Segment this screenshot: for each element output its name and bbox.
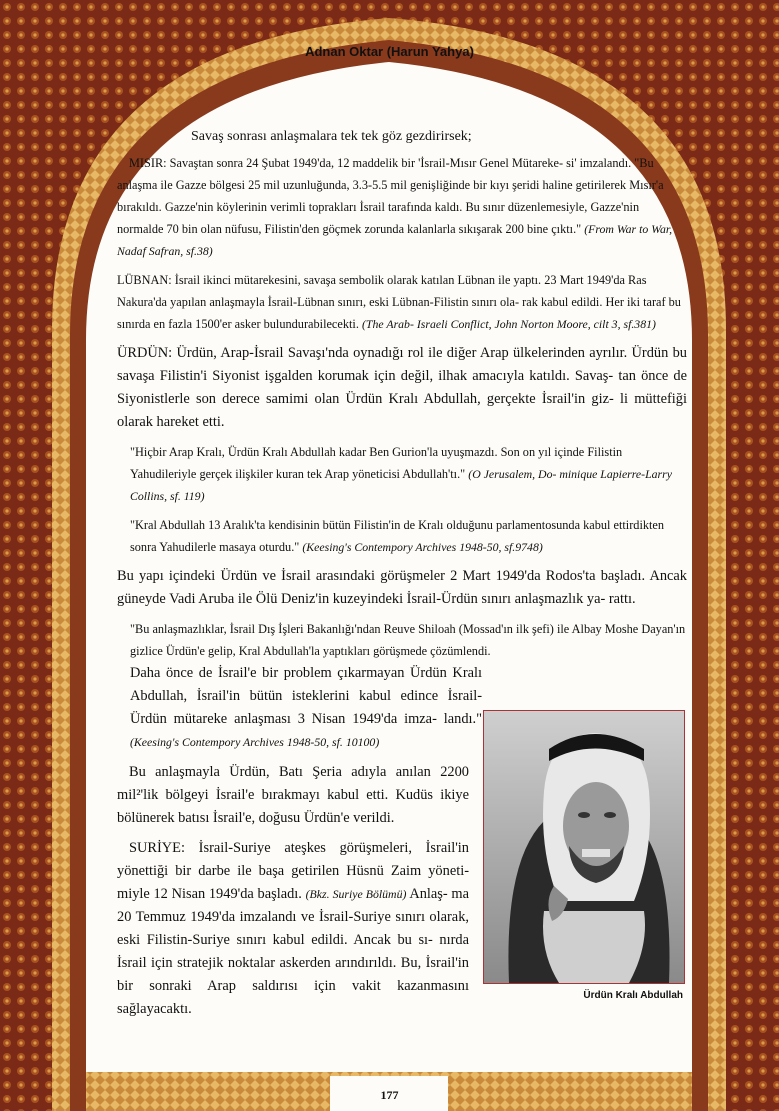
quote2-text: "Kral Abdullah 13 Aralık'ta kendisinin bütün Filistin'in de Kralı olduğunu parlamentosunda kabul ettirdikten sonra Yahudilerle masaya oturdu." <box>130 518 665 554</box>
quote-ben-gurion <box>117 441 687 507</box>
quote3-citation: (Keesing's Contempory Archives 1948-50, sf. 10100) <box>130 735 380 749</box>
running-header: Adnan Oktar (Harun Yahya) <box>305 44 474 59</box>
misir-text: MISIR: Savaştan sonra 24 Şubat 1949'da, 12 maddelik bir 'İsrail-Mısır Genel Mütareke- si' imzalandı. "Bu anlaşma ile Gazze bölgesi 25 mil uzunluğunda, 3.3-5.5 mil genişliğinde bir kıyı şeridi haline getirilerek Mısır'a bırakıldı. Gazze'nin köylerinin verimli toprakları İsrail tarafında kaldı. Bu sınır düzenlemesiyle, Gazze'nin normalde 70 bin olan nüfusu, Filistin'den göçmek zorunda kalanlarla sıkışarak 200 bine çıktı." <box>117 156 664 236</box>
portrait-image <box>484 711 684 983</box>
section-bati-seria: Bu anlaşmayla Ürdün, Batı Şeria adıyla anılan 2200 mil²'lik bölgeyi İsrail'e bırakmayı kabul etti. Kudüs ikiye bölünerek batısı İsrail'e, doğusu Ürdün'e verildi. <box>117 764 469 826</box>
quote-kral-abdullah <box>117 514 687 558</box>
suriye-text-2: Anlaş- ma 20 Temmuz 1949'da imzalandı ve İsrail-Suriye sınırı olarak, eski Filistin-Suriye sınırı kabul edildi. Ancak bu sı- nırda İsrail için stratejik noktalar askerden arındırıldı. Bu, İsrail'in bir sonraki Arap saldırısı için vakit kazanmasını sağlayacaktı. <box>117 886 469 1017</box>
king-abdullah-photo <box>483 710 685 984</box>
suriye-text-1: SURİYE: İsrail-Suriye ateşkes görüşmeleri, İsrail'in yönettiği bir darbe ile başa getirilen Hüsnü Zaim yöneti- miyle 12 Nisan 1949'da başladı. <box>117 840 469 902</box>
page-number: 177 <box>380 1088 399 1102</box>
quote1-citation: (O Jerusalem, Do- minique Lapierre-Larry Collins, sf. 119) <box>130 467 672 503</box>
suriye-citation: (Bkz. Suriye Bölümü) <box>305 887 407 901</box>
quote1-text: "Hiçbir Arap Kralı, Ürdün Kralı Abdullah kadar Ben Gurion'la uyuşmazdı. Son on yıl içinde Filistin Yahudileriyle gerçek ilişkiler kuran tek Arap yöneticisi Abdullah'tı." <box>130 445 623 481</box>
section-urdun: ÜRDÜN: Ürdün, Arap-İsrail Savaşı'nda oynadığı rol ile diğer Arap ülkelerinden ayrılır. Ürdün bu savaşa Filistin'i Siyonist işgalden korumak için değil, ilhak amacıyla katıldı. Savaş- tan önce de Siyonistlerle son derece samimi olan Ürdün Kralı Abdullah, gerçekte İsrail'in giz- li müttefiği olarak hareket etti. <box>117 345 687 430</box>
quote3-text: Daha önce de İsrail'e bir problem çıkarmayan Ürdün Kralı Abdullah, İsrail'in bütün isteklerini kabul edince İsrail-Ürdün mütareke anlaşması 3 Nisan 1949'da imza- landı." <box>130 665 482 727</box>
lubnan-text: LÜBNAN: İsrail ikinci mütarekesini, savaşa sembolik olarak katılan Lübnan ile yaptı. 23 Mart 1949'da Ras Nakura'da yapılan anlaşmayla İsrail-Lübnan sınırı, eski Lübnan-Filistin sınırı ola- rak kabul edildi. Her iki taraf bu sınırda en fazla 1500'er asker bulundurabilecekti. <box>117 273 681 331</box>
section-lubnan <box>117 269 687 335</box>
quote-shiloah-dayan: "Bu anlaşmazlıklar, İsrail Dış İşleri Bakanlığı'ndan Reuve Shiloah (Mossad'ın ilk şefi) ile Albay Moshe Dayan'ın gizlice Ürdün'e gelip, Kral Abdullah'la yaptıkları görüşmede çözümlendi. <box>130 622 686 658</box>
quote2-citation: (Keesing's Contempory Archives 1948-50, sf.9748) <box>302 540 543 554</box>
lubnan-citation: (The Arab- Israeli Conflict, John Norton Moore, cilt 3, sf.381) <box>362 317 656 331</box>
quote-mutareke <box>117 662 482 754</box>
photo-caption: Ürdün Kralı Abdullah <box>583 990 683 1001</box>
intro-paragraph: Savaş sonrası anlaşmalara tek tek göz gezdirirsek; <box>191 129 472 144</box>
section-misir <box>117 152 687 262</box>
misir-citation: (From War to War, Nadaf Safran, sf.38) <box>117 222 673 258</box>
section-rodos: Bu yapı içindeki Ürdün ve İsrail arasındaki görüşmeler 2 Mart 1949'da Rodos'ta başladı. Ancak güneyde Vadi Aruba ile Ölü Deniz'in kuzeyindeki İsrail-Ürdün sınırı anlaşmazlık ya- rattı. <box>117 568 687 607</box>
section-suriye <box>117 837 469 1021</box>
